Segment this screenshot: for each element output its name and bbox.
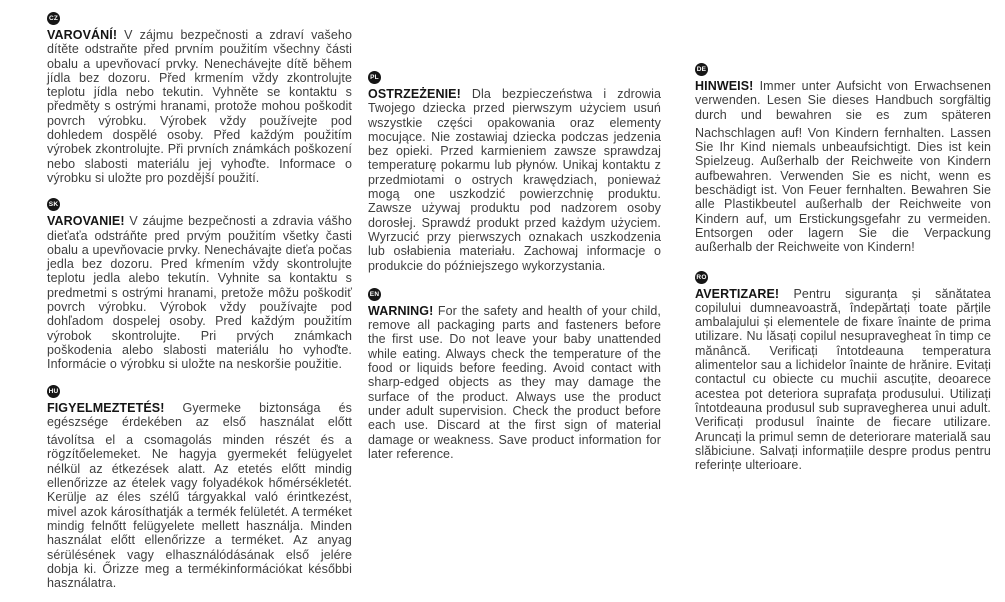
warning-paragraph-pl — [368, 87, 661, 273]
warning-body-hu-1: Gyermeke biztonsága és egészsége érdekében az első használat előtt — [47, 400, 352, 429]
warning-paragraph-de-1 — [695, 79, 991, 122]
section-sk — [47, 198, 352, 371]
warning-title-de: HINWEIS! — [695, 79, 754, 93]
warning-paragraph-ro — [695, 287, 991, 473]
column-right — [695, 63, 991, 472]
warning-paragraph-hu-1 — [47, 401, 352, 430]
warning-paragraph-cz — [47, 28, 352, 185]
column-left — [47, 12, 352, 590]
warning-body-cz: V zájmu bezpečnosti a zdraví vašeho dítěte odstraňte před prvním použitím všechny části obalu a upevňovací prvky. Nenechávejte dítě během jídla bez dozoru. Před krmením vždy zkontrolujte teplotu jídla nebo tekutin. Vyhněte se kontaktu s předměty s ostrými hranami, protože mohou poškodit povrch výrobku. Výrobek vždy používejte pod dohledem dospělé osoby. Před každým použitím výrobek zkontrolujte. Při prvních známkách poškození nebo slabosti materiálu jej vyhoďte. Informace o výrobku si uložte pro pozdější použití. — [47, 28, 352, 185]
warning-body-ro: Pentru siguranța și sănătatea copilului dumneavoastră, îndepărtați toate părțile ambalajului și elementele de fixare înainte de prima utilizare. Nu lăsați copilul nesupravegheat în timp ce mănâncă. Verificați întotdeauna temperatura alimentelor sau a lichidelor înainte de hrănire. Evitați contactul cu obiecte cu muchii ascuțite, deoarece acestea pot deteriora suprafața produsului. Utilizați întotdeauna produsul sub supravegherea unui adult. Verificați produsul înainte de fiecare utilizare. Aruncați la primul semn de deteriorare materială sau slăbiciune. Salvați informațiile despre produs pentru referințe ulterioare. — [695, 286, 991, 473]
section-ro — [695, 271, 991, 473]
warning-paragraph-de-2 — [695, 126, 991, 255]
warning-title-en: WARNING! — [368, 303, 434, 318]
warning-body-hu-2: távolítsa el a csomagolás minden részét és a rögzítőelemeket. Ne hagyja gyermekét felügyelet nélkül az étkezések alatt. Az etetés előtt mindig ellenőrizze az ételek vagy folyadékok hőmérsékletét. Kerülje az éles szélű tárgyakkal való érintkezést, mivel azok károsíthatják a termék felületét. A terméket mindig felnőtt felügyelete mellett használja. Minden használat előtt ellenőrizze a terméket. Az anyag sérülésének vagy elhasználódásának első jelére dobja ki. Őrizze meg a termékinformációkat későbbi használatra. — [47, 433, 352, 591]
warning-title-cz: VAROVÁNÍ! — [47, 28, 118, 42]
warning-paragraph-sk — [47, 214, 352, 371]
warning-title-pl: OSTRZEŻENIE! — [368, 87, 461, 101]
language-badge-de: DE — [695, 63, 708, 76]
section-pl — [368, 71, 661, 273]
warning-title-hu: FIGYELMEZTETÉS! — [47, 400, 165, 415]
section-cz — [47, 12, 352, 185]
language-badge-cz: CZ — [47, 12, 60, 25]
warning-body-pl: Dla bezpieczeństwa i zdrowia Twojego dziecka przed pierwszym użyciem usuń wszystkie części opakowania oraz elementy mocujące. Nie zostawiaj dziecka podczas jedzenia bez opieki. Przed karmieniem zawsze sprawdzaj temperaturę pokarmu lub płynów. Unikaj kontaktu z przedmiotami o ostrych krawędziach, ponieważ mogą one uszkodzić powierzchnię produktu. Zawsze używaj produktu pod nadzorem osoby dorosłej. Sprawdź produkt przed każdym użyciem. Wyrzucić przy pierwszych oznakach uszkodzenia lub osłabienia materiału. Zachowaj informacje o produkcie do późniejszego wykorzystania. — [368, 87, 662, 273]
language-badge-pl: PL — [368, 71, 381, 84]
warning-title-sk: VAROVANIE! — [47, 214, 125, 229]
column-middle — [368, 71, 661, 461]
warning-paragraph-en — [368, 304, 661, 461]
section-hu — [47, 385, 352, 591]
warning-paragraph-hu-2 — [47, 433, 352, 590]
section-de — [695, 63, 991, 255]
warning-body-en: For the safety and health of your child, remove all packaging parts and fasteners before the first use. Do not leave your baby unattended while eating. Always check the temperature of the food or liquids before feeding. Avoid contact with sharp-edged objects as they may damage the surface of the product. Always use the product under adult supervision. Check the product before each use. Discard at the first sign of material damage or weakness. Save product information for later reference. — [368, 303, 661, 461]
warning-title-ro: AVERTIZARE! — [695, 286, 780, 301]
language-badge-ro: RO — [695, 271, 708, 284]
warning-body-sk: V záujme bezpečnosti a zdravia vášho dieťaťa odstráňte pred prvým použitím všetky časti obalu a upevňovacie prvky. Nenechávajte dieťa počas jedla bez dozoru. Pred kŕmením vždy skontrolujte teplotu jedla alebo tekutín. Vyhnite sa kontaktu s predmetmi s ostrými hranami, pretože môžu poškodiť povrch výrobku. Výrobok vždy používajte pod dohľadom dospelej osoby. Pred každým použitím výrobok skontrolujte. Pri prvých známkach poškodenia alebo slabosti materiálu ho vyhoďte. Informácie o výrobku si uložte na neskoršie použitie. — [47, 214, 352, 372]
section-en — [368, 288, 661, 461]
language-badge-sk: SK — [47, 198, 60, 211]
language-badge-hu: HU — [47, 385, 60, 398]
language-badge-en: EN — [368, 288, 381, 301]
warning-body-de-1: Immer unter Aufsicht von Erwachsenen verwenden. Lesen Sie dieses Handbuch sorgfältig durch und bewahren sie es zum späteren — [695, 79, 992, 122]
warning-body-de-2: Nachschlagen auf! Von Kindern fernhalten. Lassen Sie Ihr Kind niemals unbeaufsichtigt. Dies ist kein Spielzeug. Außerhalb der Reichweite von Kindern aufbewahren. Verwenden Sie es nicht, wenn es beschädigt ist. Von Feuer fernhalten. Bewahren Sie alle Plastikbeutel außerhalb der Reichweite von Kindern auf, um Erstickungsgefahr zu vermeiden. Entsorgen oder lagern Sie die Verpackung außerhalb der Reichweite von Kindern! — [695, 125, 991, 255]
